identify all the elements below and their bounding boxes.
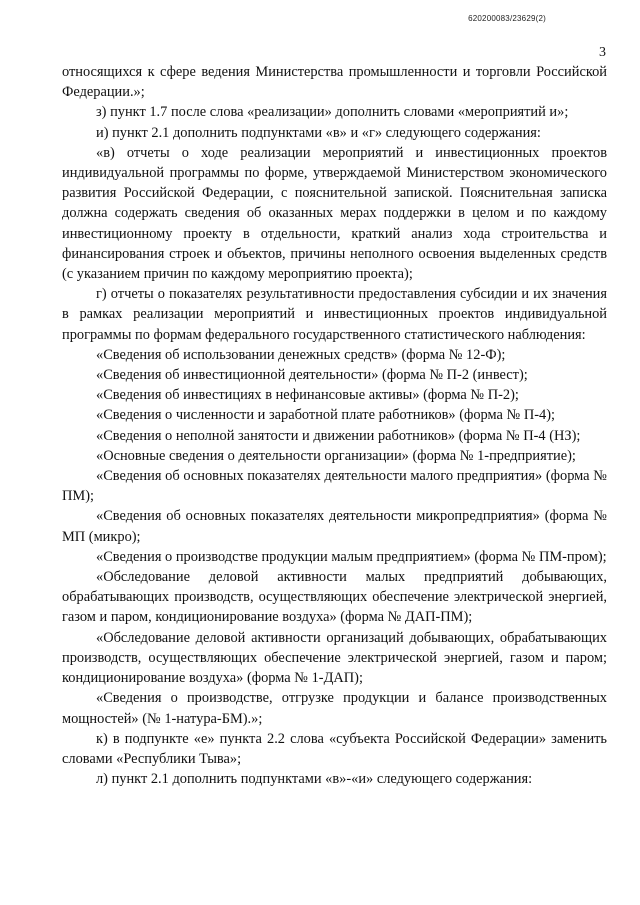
form-item: «Сведения о численности и заработной плате работников» (форма № П-4); bbox=[96, 407, 556, 424]
form-item: «Основные сведения о деятельности организации» (форма № 1-предприятие); bbox=[96, 447, 576, 464]
form-item: «Сведения об инвестициях в нефинансовые активы» (форма № П-2); bbox=[96, 387, 519, 404]
paragraph-item-k: к) в подпункте «е» пункта 2.2 слова «субъекта Российской Федерации» заменить словами «Республики Тыва»; bbox=[62, 730, 607, 767]
paragraph-item-i: и) пункт 2.1 дополнить подпунктами «в» и «г» следующего содержания: bbox=[96, 124, 541, 141]
form-item: «Сведения о производстве продукции малым предприятием» (форма № ПМ-пром); bbox=[96, 548, 607, 565]
paragraph-item-l: л) пункт 2.1 дополнить подпунктами «в»-«и» следующего содержания: bbox=[96, 771, 533, 788]
form-item: «Сведения о производстве, отгрузке продукции и балансе производственных мощностей» (№ 1-натура-БМ).»; bbox=[62, 690, 607, 727]
paragraph-item-z: з) пункт 1.7 после слова «реализации» дополнить словами «мероприятий и»; bbox=[96, 104, 569, 121]
form-item: «Сведения об основных показателях деятельности микропредприятия» (форма № МП (микро); bbox=[62, 508, 607, 545]
form-item: «Сведения о неполной занятости и движении работников» (форма № П-4 (НЗ); bbox=[96, 427, 581, 444]
page-number: 3 bbox=[599, 45, 606, 60]
document-body bbox=[62, 62, 607, 789]
paragraph-subitem-g: г) отчеты о показателях результативности предоставления субсидии и их значения в рамках реализации мероприятий и инвестиционных проектов индивидуальной программы по формам федерального государственного статистического наблюдения: bbox=[62, 286, 607, 343]
form-item: «Сведения об основных показателях деятельности малого предприятия» (форма № ПМ); bbox=[62, 468, 607, 505]
form-item: «Обследование деловой активности малых предприятий добывающих, обрабатывающих производств, осуществляющих обеспечение электрической энергией, газом и паром, кондиционирование воздуха» (форма № ДАП-ПМ); bbox=[62, 569, 607, 626]
paragraph-continuation: относящихся к сфере ведения Министерства промышленности и торговли Российской Федерации.»; bbox=[62, 64, 607, 101]
form-item: «Обследование деловой активности организаций добывающих, обрабатывающих производств, осуществляющих обеспечение электрической энергией, газом и паром; кондиционирование воздуха» (форма № 1-ДАП); bbox=[62, 629, 607, 687]
document-code: 620200083/23629(2) bbox=[468, 14, 546, 23]
form-item: «Сведения об инвестиционной деятельности» (форма № П-2 (инвест); bbox=[96, 367, 528, 384]
form-item: «Сведения об использовании денежных средств» (форма № 12-Ф); bbox=[96, 346, 506, 363]
paragraph-subitem-v: «в) отчеты о ходе реализации мероприятий и инвестиционных проектов индивидуальной программы по форме, утверждаемой Министерством экономического развития Российской Федерации, с пояснительной запиской. Пояснительная записка должна содержать сведения об оказанных мерах поддержки в целом и по каждому инвестиционному проекту в отдельности, краткий анализ хода строительства и финансирования строек и объектов, причины неполного освоения выделенных средств (с указанием причин по каждому мероприятию проекта); bbox=[62, 144, 607, 283]
